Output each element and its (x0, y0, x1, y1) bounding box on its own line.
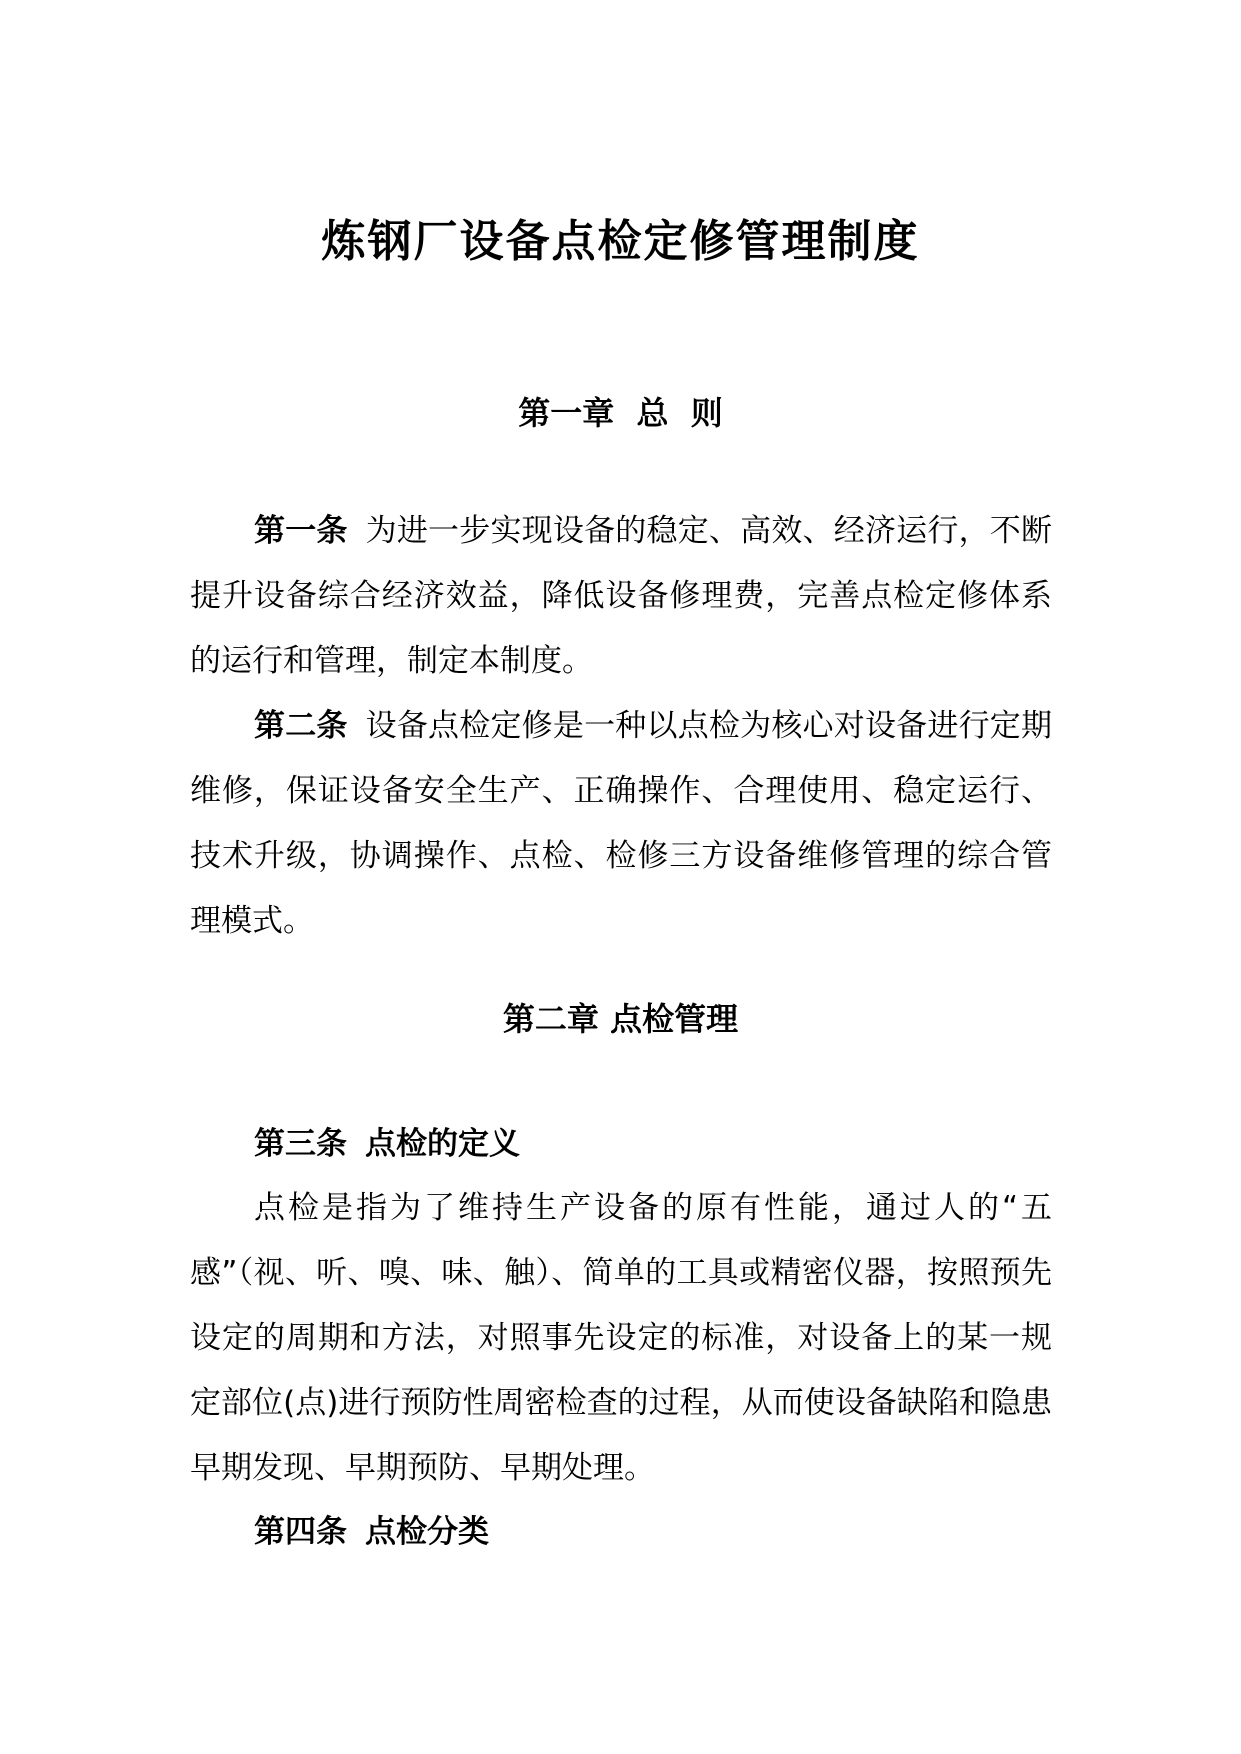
article-paragraph (190, 499, 1052, 694)
article-title: 点检分类 (365, 1514, 489, 1550)
article-text: 设备点检定修是一种以点检为核心对设备进行定期维修，保证设备安全生产、正确操作、合理使用、稳定运行、技术升级，协调操作、点检、检修三方设备维修管理的综合管理模式。 (190, 708, 1052, 939)
article-label: 第二条 (254, 708, 348, 744)
article-paragraph: 点检是指为了维持生产设备的原有性能，通过人的“五感”（视、听、嗅、味、触）、简单的工具或精密仪器，按照预先设定的周期和方法，对照事先设定的标准，对设备上的某一规定部位(点)进行预防性周密检查的过程，从而使设备缺陷和隐患早期发现、早期预防、早期处理。 (190, 1190, 1052, 1486)
article-label: 第四条 (254, 1514, 347, 1550)
chapter-heading: 第二章 点检管理 (502, 1000, 739, 1038)
article-label: 第三条 (254, 1126, 347, 1162)
article-paragraph (190, 694, 1052, 954)
article-heading (190, 1500, 1052, 1565)
article-text: 为进一步实现设备的稳定、高效、经济运行，不断提升设备综合经济效益，降低设备修理费，完善点检定修体系的运行和管理，制定本制度。 (190, 513, 1052, 679)
article-label: 第一条 (254, 513, 348, 549)
document-title: 炼钢厂设备点检定修管理制度 (321, 216, 920, 267)
chapter-heading: 第一章 总 则 (518, 394, 723, 432)
article-heading (190, 1112, 1052, 1177)
article-title: 点检的定义 (365, 1126, 520, 1162)
